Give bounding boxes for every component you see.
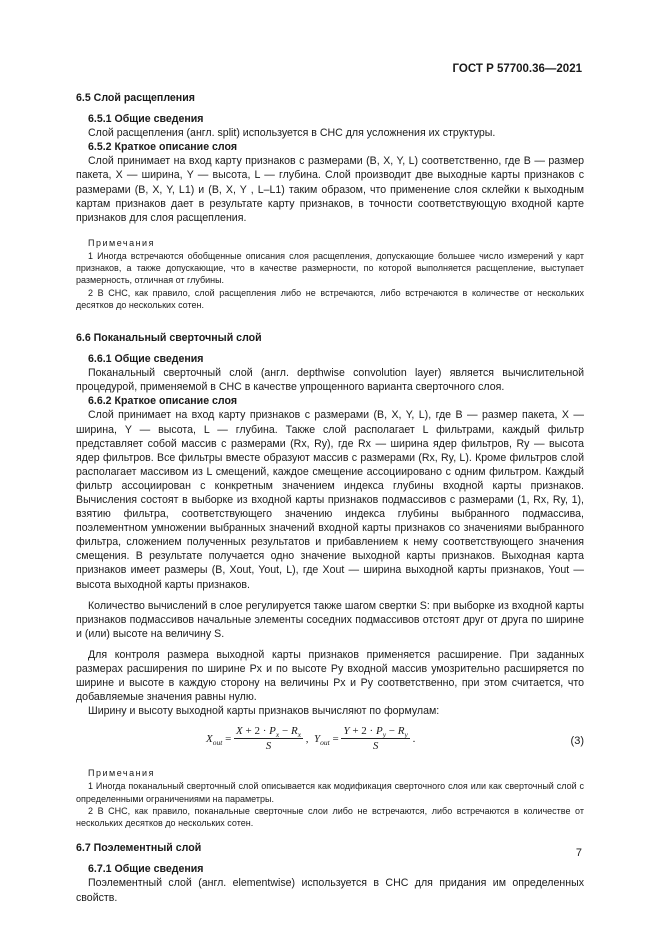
section-6-6-2-paragraph-1: Слой принимает на вход карту признаков с размерами (B, X, Y, L), где B — размер пакета, X — ширина, Y — высота, L — глубина. Также слой располагает L фильтрами, каждый фильтр представляет собой массив с размерами (Rx, Ry), где Rx — ширина ядер фильтров, Ry — высота ядер фильтров. Все фильтры вместе образуют массив с размерами (Rx, Ry, L). Кроме фильтров слой располагает массивом из L смещений, каждое смещение ассоциировано с одним фильтром. Каждый фильтр ассоциирован с конкретным значением индекса глубины входной карты признаков. Вычисления состоят в выборке из входной карты признаков подмассивов с размерами (1, Rx, Ry, 1), взятию фильтра, соответствующего значению индекса глубины выбранного подмассива, поэлементном умножении выбранных значений входной карты признаков со значениями выбранного фильтра, сложением полученных результатов и прибавлением к нему соответствующего значения смещения. В результате получается одно значение выходной карты признаков. Выходная карта признаков имеет размеры (B, Xout, Yout, L), где Xout — ширина выходной карты признаков, Yout — высота выходной карты признаков. [76,409,584,591]
note-6-6-2: 2 В СНС, как правило, поканальные сверточные слои либо не встречаются, либо встречаются в количестве от нескольких десятков до нескольких сотен. [76,805,584,829]
section-6-6-2-paragraph-3: Для контроля размера выходной карты признаков применяется расширение. При заданных размерах расширения по ширине Px и по высоте Py входной массив умозрительно расширяется по ширине и высоте в каждую сторону на величины Px и Py соответственно, при этом считается, что добавляемые значения равны нулю. [76,648,584,704]
notes-heading-6-5: Примечания [88,237,155,248]
section-6-5-2-text: Слой принимает на вход карту признаков с размерами (B, X, Y, L) соответственно, где B — размер пакета, X — ширина, Y — высота, L — глубина. Слой производит две выходные карты признаков с размерами (B, X, Y, L1) и (B, X, Y , L–L1) таким образом, что применение слоя склейки к выходным картам признаков дает в результате карту признаков, в точности соответствующую входной карте признаков для слоя расщепления. [76,155,584,224]
note-6-5-2: 2 В СНС, как правило, слой расщепления либо не встречаются, либо встречаются в количестве от нескольких десятков до нескольких сотен. [76,287,584,310]
section-6-5-2-title: 6.5.2 Краткое описание слоя [88,141,238,154]
standard-header: ГОСТ Р 57700.36—2021 [452,63,582,75]
formula-expression: $X_{out}$ = $\frac{X + 2 \cdot P_x - R_x}{S}$ , $Y_{out}$ = $\frac{Y + 2 \cdot P_y - R_y}{S}$ . [206,725,416,753]
section-6-6-2-paragraph-4: Ширину и высоту выходной карты признаков вычисляют по формулам: [88,705,440,718]
section-6-6-2-title: 6.6.2 Краткое описание слоя [88,395,238,408]
section-6-7-1-text: Поэлементный слой (англ. elementwise) используется в СНС для придания им определенных свойств. [76,877,584,904]
notes-heading-6-6: Примечания [88,768,155,779]
page-content [76,91,584,905]
section-6-7-1-title: 6.7.1 Общие сведения [88,863,204,876]
section-6-6-1-title: 6.6.1 Общие сведения [88,353,204,366]
section-6-6-title: 6.6 Поканальный сверточный слой [76,331,262,344]
page-number: 7 [575,847,582,859]
section-6-7-title: 6.7 Поэлементный слой [76,842,202,855]
section-6-5-title: 6.5 Слой расщепления [76,92,195,104]
note-6-5-1: 1 Иногда встречаются обобщенные описания слоя расщепления, допускающие большее число измерений у карт признаков, а также допускающие, что в качестве размерности, по которой выполняется расщепление, выступает размерность, отличная от глубины. [76,250,584,286]
section-6-6-2-paragraph-2: Количество вычислений в слое регулируется также шагом свертки S: при выборке из входной карты признаков подмассивов начальные элементы соседних подмассивов отстоят друг от друга по ширине и (или) высоте на величину S. [76,599,584,640]
formula-number: (3) [570,735,584,748]
section-6-5-1-title: 6.5.1 Общие сведения [88,113,204,126]
section-6-5-1-text: Слой расщепления (англ. split) используется в СНС для усложнения их структуры. [88,127,496,140]
section-6-6-1-text: Поканальный сверточный слой (англ. depthwise convolution layer) является вычислительной процедурой, применяемой в СНС в качестве упрощенного варианта сверточного слоя. [76,367,584,394]
formula-3 [76,724,584,760]
note-6-6-1: 1 Иногда поканальный сверточный слой описывается как модификация сверточного слоя или как сверточный слой с определенными ограничениями на параметры. [76,781,584,804]
